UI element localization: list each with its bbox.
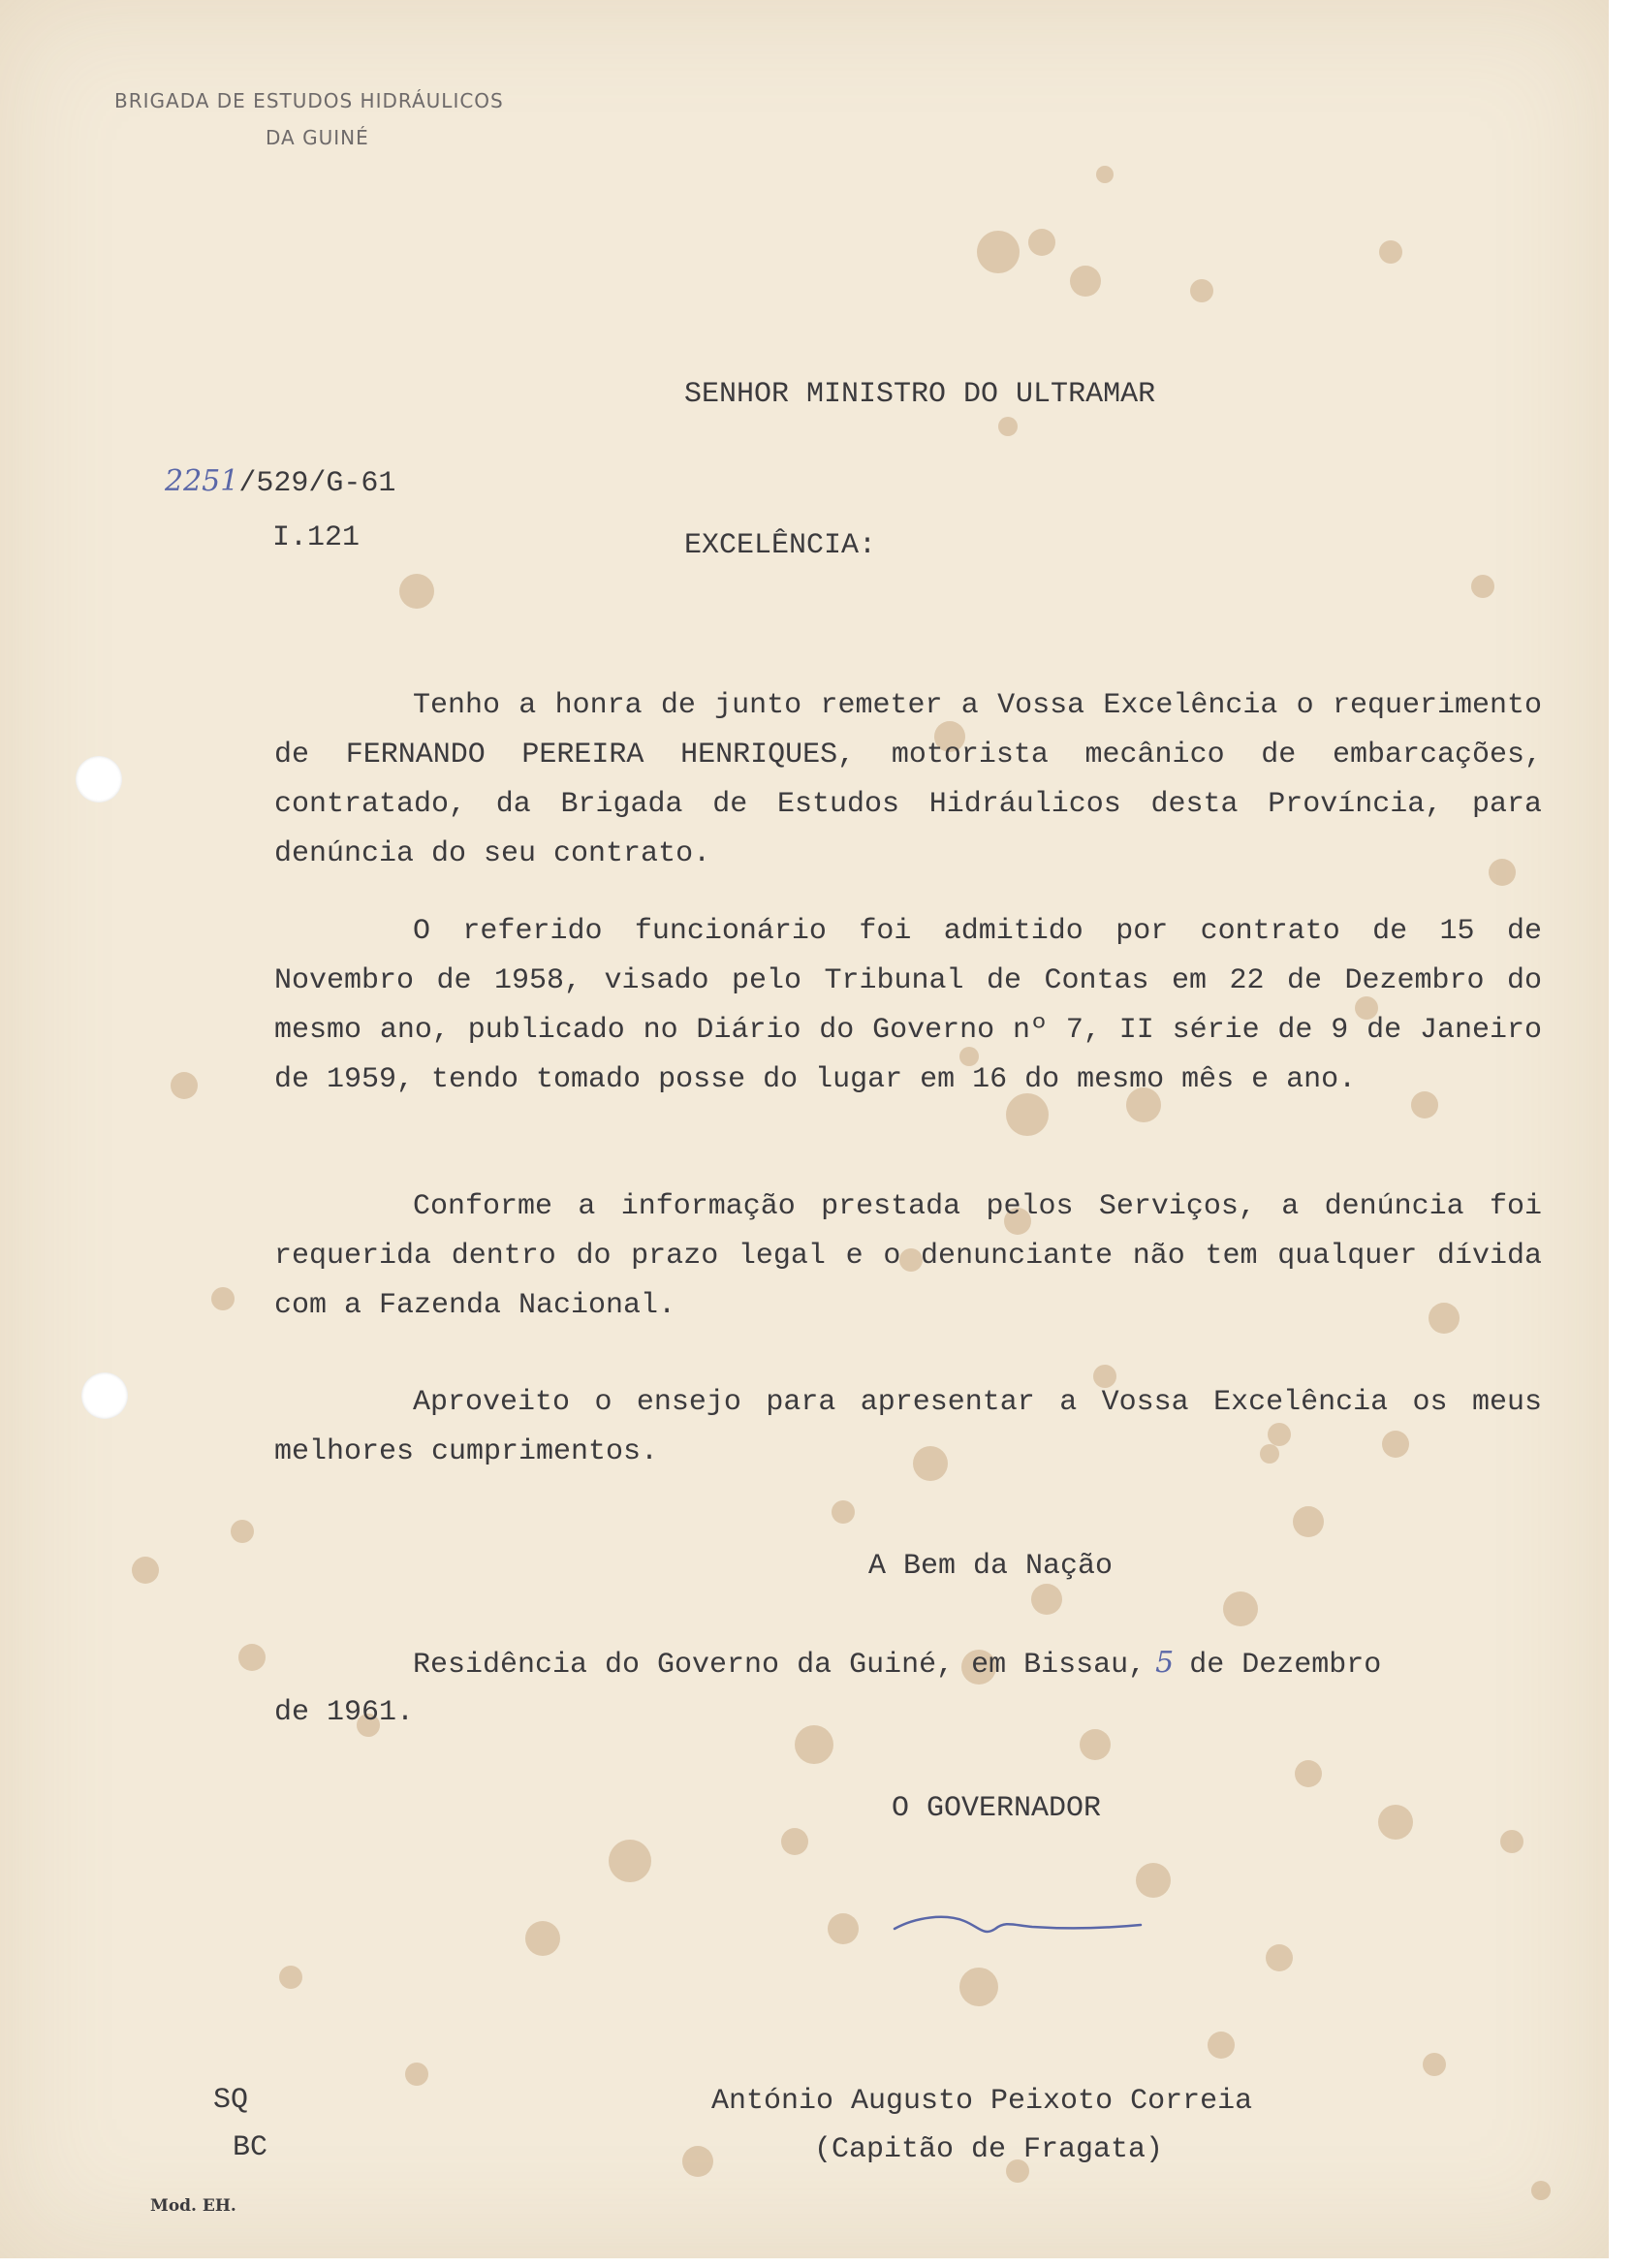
paragraph-2: O referido funcionário foi admitido por contrato de 15 de Novembro de 1958, visado pelo Tribunal de Contas em 22 de Dezembro do mesmo ano, publicado no Diário do Governo nº 7, II série de 9 de Janeiro de 1959, tendo tomado posse do lugar em 16 do mesmo mês e ano. xyxy=(274,915,1542,1096)
form-code: Mod. EH. xyxy=(150,2196,236,2216)
place-date-line xyxy=(413,1646,1382,1682)
letterhead-line-2: DA GUINÉ xyxy=(266,126,369,149)
closing-formula: A Bem da Nação xyxy=(868,1550,1114,1583)
signatory-name: António Augusto Peixoto Correia xyxy=(711,2085,1253,2118)
initials-1: SQ xyxy=(213,2084,249,2117)
paragraph-3: Conforme a informação prestada pelos Serviços, a denúncia foi requerida dentro do prazo legal e o denunciante não tem qualquer dívida com a Fazenda Nacional. xyxy=(274,1190,1542,1322)
punch-hole-upper xyxy=(76,756,122,803)
month-text: de Dezembro xyxy=(1189,1649,1382,1682)
handwritten-day: 5 xyxy=(1155,1646,1175,1680)
salutation: EXCELÊNCIA: xyxy=(684,529,877,562)
place-text: Residência do Governo da Guiné, em Bissau, xyxy=(413,1649,1146,1682)
file-code: I.121 xyxy=(272,521,361,554)
punch-hole-lower xyxy=(81,1372,128,1419)
signatory-rank: (Capitão de Fragata) xyxy=(814,2133,1164,2166)
paragraph-4: Aproveito o ensejo para apresentar a Vossa Excelência os meus melhores cumprimentos. xyxy=(274,1386,1542,1468)
paragraph-1: Tenho a honra de junto remeter a Vossa Excelência o requerimento de FERNANDO PEREIRA HENRIQUES, motorista mecânico de embarcações, contratado, da Brigada de Estudos Hidráulicos desta Província, para denúncia do seu contrato. xyxy=(274,689,1542,870)
letterhead-line-1: BRIGADA DE ESTUDOS HIDRÁULICOS xyxy=(114,89,504,112)
signature xyxy=(887,1900,1148,1943)
signature-title: O GOVERNADOR xyxy=(892,1792,1102,1825)
addressee: SENHOR MINISTRO DO ULTRAMAR xyxy=(684,378,1156,411)
year-line: de 1961. xyxy=(274,1696,415,1729)
typed-reference-number: /529/G-61 xyxy=(238,467,396,500)
handwritten-reference-number: 2251 xyxy=(165,464,239,498)
reference-number xyxy=(165,464,396,500)
initials-2: BC xyxy=(233,2131,268,2164)
